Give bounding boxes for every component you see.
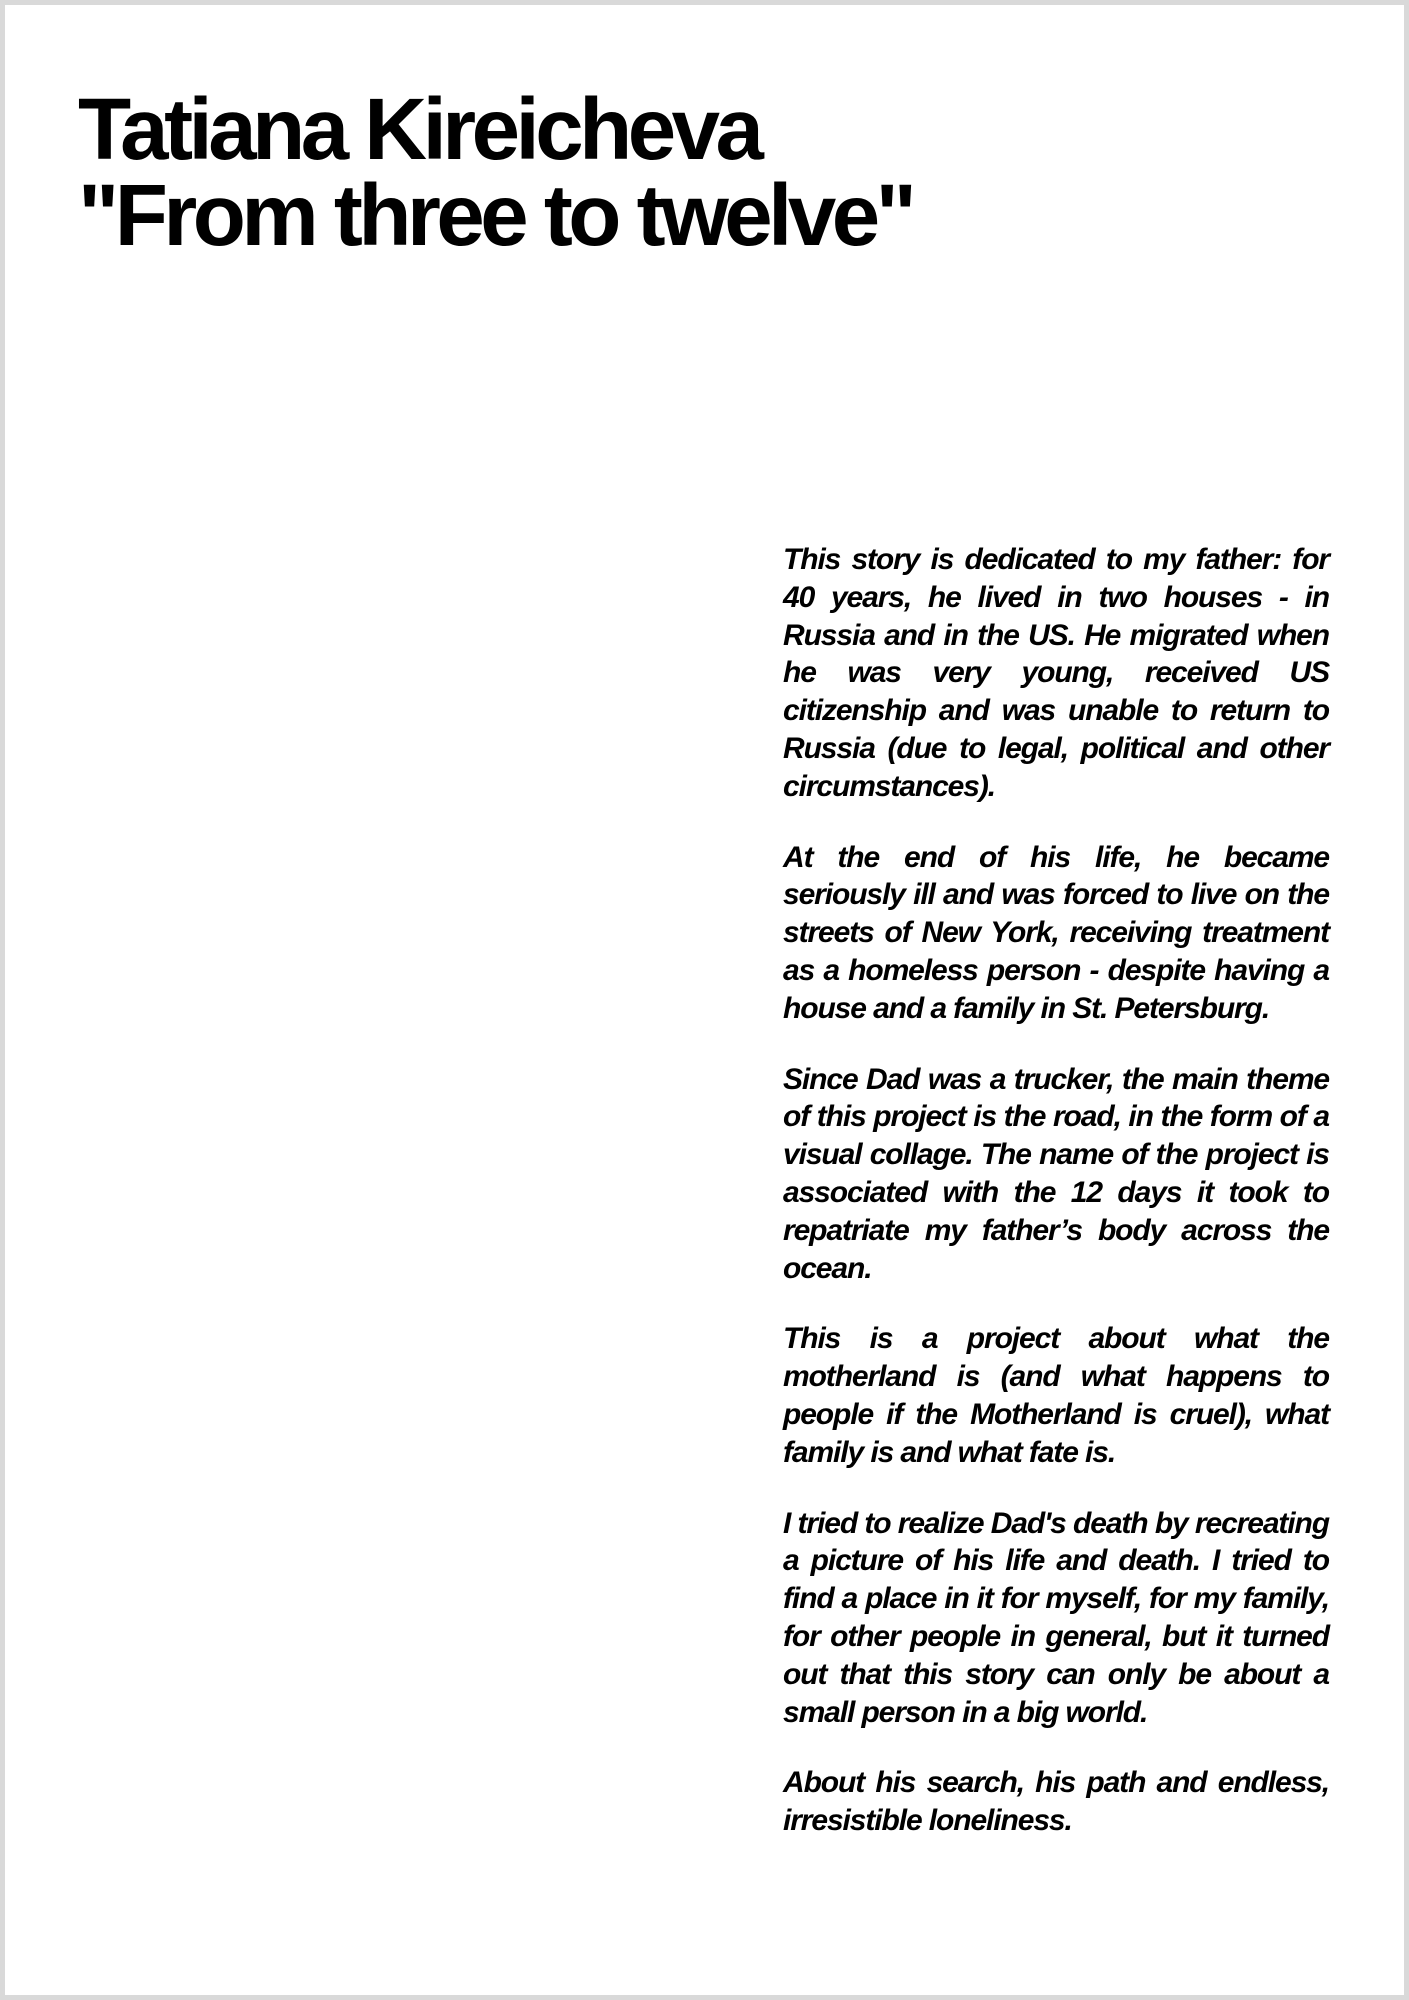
paragraph-6: About his search, his path and endless, irresistible loneliness.: [783, 1766, 1329, 1838]
project-title: "From three to twelve": [78, 167, 913, 264]
paragraph-2: At the end of his life, he became seriously ill and was forced to live on the streets of New York, receiving treatment as a homeless person - despite having a house and a family in St. Petersburg.: [783, 840, 1329, 1025]
paragraph-5: I tried to realize Dad's death by recreating a picture of his life and death. I tried to find a place in it for myself, for my family, for other people in general, but it turned out that this story can only be about a small person in a big world.: [783, 1506, 1329, 1729]
author-name: Tatiana Kireicheva: [78, 81, 760, 178]
paragraph-1: This story is dedicated to my father: for 40 years, he lived in two houses - in Russia and in the US. He migrated when he was very young, received US citizenship and was unable to return to Russia (due to legal, political and other circumstances).: [783, 543, 1329, 803]
paragraph-4: This is a project about what the motherland is (and what happens to people if the Motherland is cruel), what family is and what fate is.: [783, 1322, 1329, 1469]
paragraph-3: Since Dad was a trucker, the main theme of this project is the road, in the form of a visual collage. The name of the project is associated with the 12 days it took to repatriate my father’s body across the ocean.: [783, 1062, 1329, 1285]
page-title: [78, 81, 913, 264]
statement-text: [783, 541, 1329, 1873]
